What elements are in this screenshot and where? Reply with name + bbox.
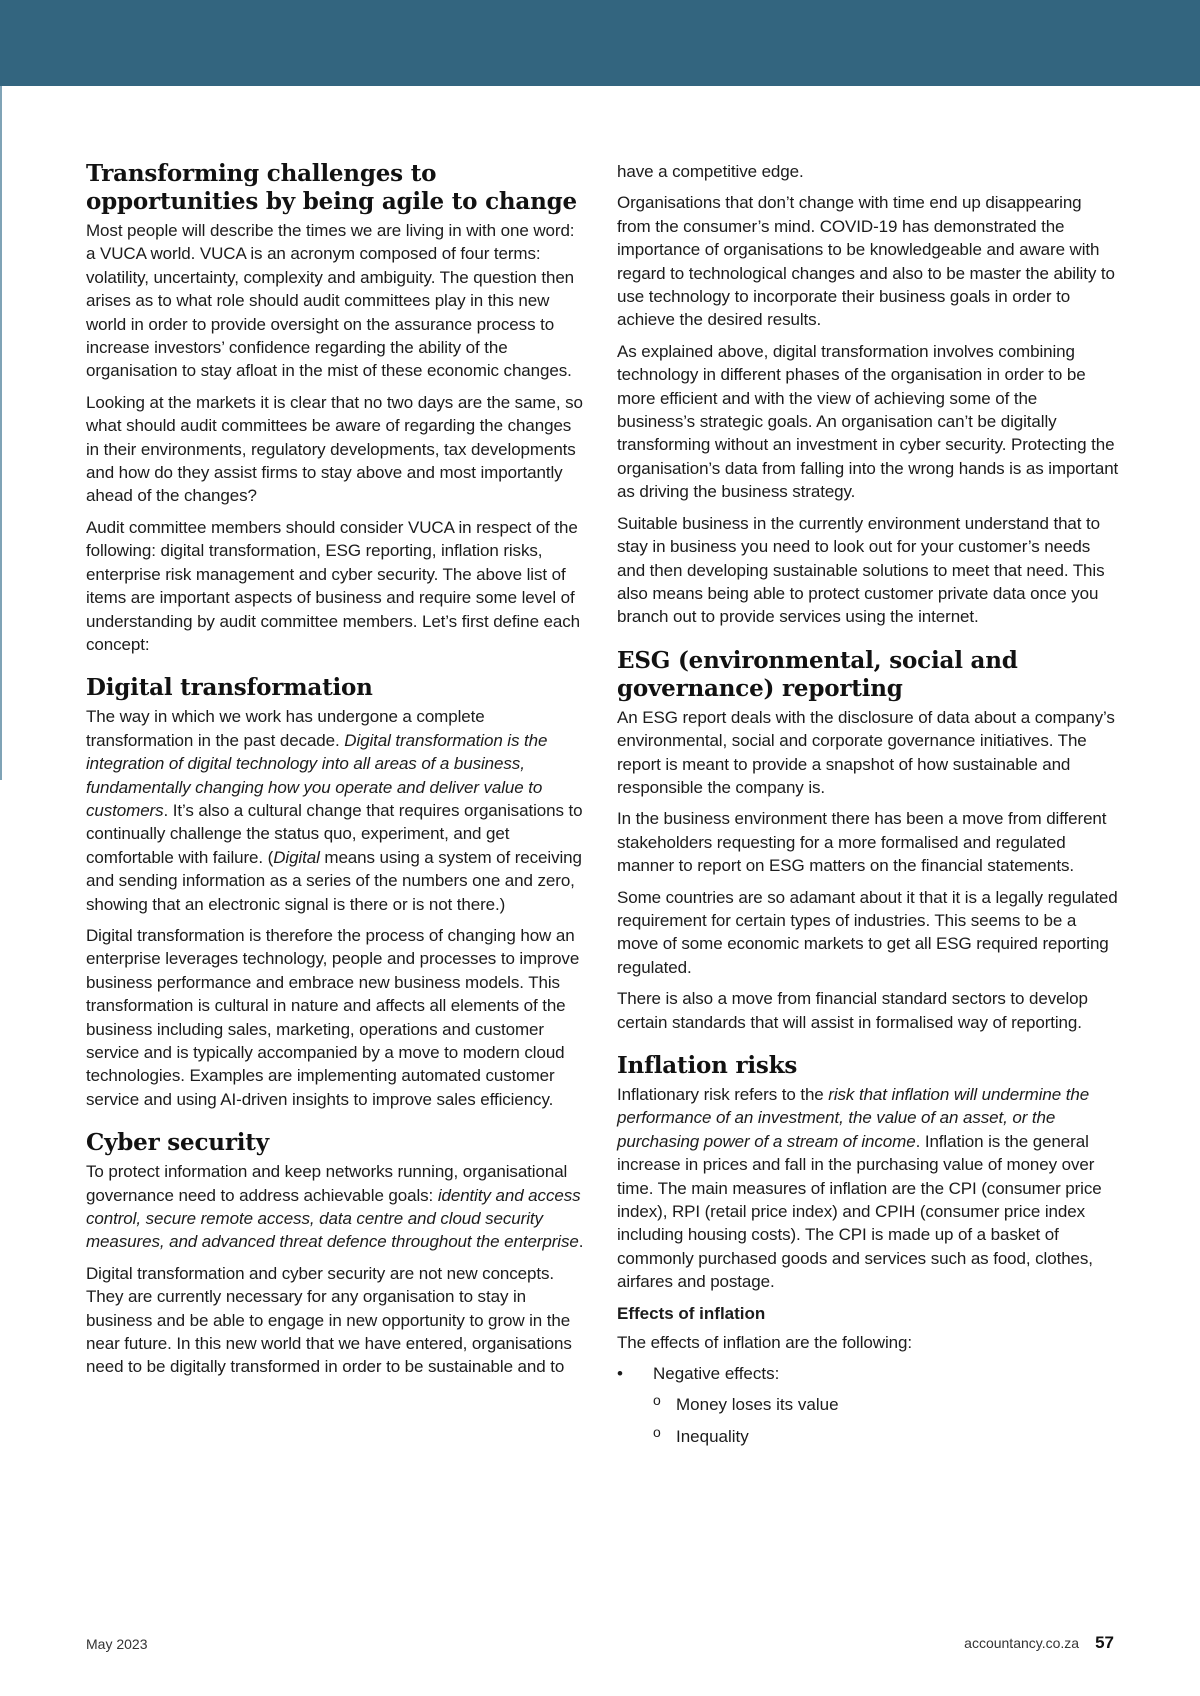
heading-digital-transformation: Digital transformation bbox=[86, 674, 373, 702]
footer-date: May 2023 bbox=[86, 1636, 148, 1652]
paragraph: The way in which we work has undergone a complete transformation in the past decade. Digital transformation is the integration of digital technology into all areas of a business, fundamentally changing how you operate and deliver value to customers. It’s also a cultural change that requires organisations to continually challenge the status quo, experiment, and get comfortable with failure. (Digital means using a system of receiving and sending information as a series of the numbers one and zero, showing that an electronic signal is there or is not there.) bbox=[86, 707, 583, 914]
paragraph: To protect information and keep networks running, organisational governance need to address achievable goals: identity and access control, secure remote access, data centre and cloud security measures, and advanced threat defence throughout the enterprise. bbox=[86, 1162, 584, 1252]
heading-inflation-risks: Inflation risks bbox=[617, 1052, 798, 1079]
page-number: 57 bbox=[1095, 1633, 1114, 1652]
paragraph: Organisations that don’t change with time end up disappearing from the consumer’s mind. COVID-19 has demonstrated the importance of organisations to be knowledgeable and aware with regard to technological changes and also to be master the ability to use technology to incorporate their business goals in order to achieve the desired results. bbox=[617, 193, 1115, 330]
bullet-icon: • bbox=[617, 1364, 623, 1384]
heading-transforming-challenges: Transforming challenges to opportunities by being agile to change bbox=[86, 160, 577, 215]
heading-cyber-security: Cyber security bbox=[86, 1129, 269, 1157]
left-column bbox=[86, 160, 586, 1387]
paragraph: have a competitive edge. bbox=[617, 162, 804, 181]
heading-esg-reporting: ESG (environmental, social and governance) reporting bbox=[617, 646, 1018, 702]
footer-right bbox=[964, 1633, 1114, 1653]
paragraph: Digital transformation and cyber security are not new concepts. They are currently necessary for any organisation to stay in business and be able to engage in new opportunity to grow in the near future. In this new world that we have entered, organisations need to be digitally transformed in order to be sustainable and to bbox=[86, 1263, 572, 1377]
paragraph: There is also a move from financial standard sectors to develop certain standards that will assist in formalised way of reporting. bbox=[617, 989, 1088, 1032]
right-column bbox=[617, 160, 1119, 1456]
subheading-effects-of-inflation: Effects of inflation bbox=[617, 1303, 766, 1323]
header-band bbox=[0, 0, 1200, 86]
paragraph: In the business environment there has been a move from different stakeholders requesting for a more formalised and regulated manner to report on ESG matters on the financial statements. bbox=[617, 809, 1107, 876]
effects-list bbox=[617, 1362, 1119, 1448]
circle-bullet-icon: o bbox=[653, 1392, 661, 1409]
paragraph: Looking at the markets it is clear that no two days are the same, so what should audit committees be aware of regarding the changes in their environments, regulatory developments, tax developments and how do they assist firms to stay above and most importantly ahead of the changes? bbox=[86, 392, 583, 506]
paragraph: Suitable business in the currently environment understand that to stay in business you need to look out for your customer’s needs and then developing sustainable solutions to meet that need. This also means being able to protect customer private data once you branch out to provide services using the internet. bbox=[617, 513, 1105, 627]
list-item: o Money loses its value bbox=[653, 1393, 1119, 1416]
paragraph: Digital transformation is therefore the process of changing how an enterprise leverages technology, people and processes to improve business performance and embrace new business models. This transformation is cultural in nature and affects all elements of the business including sales, marketing, operations and customer service and is typically accompanied by a move to modern cloud technologies. Examples are implementing automated customer service and using AI-driven insights to improve sales efficiency. bbox=[86, 925, 580, 1109]
list-item: o Inequality bbox=[653, 1425, 1119, 1448]
side-rule bbox=[0, 86, 2, 780]
paragraph: The effects of inflation are the following: bbox=[617, 1332, 912, 1352]
paragraph: As explained above, digital transformation involves combining technology in different phases of the organisation in order to be more efficient and with the view of achieving some of the business’s strategic goals. An organisation can’t be digitally transforming without an investment in cyber security. Protecting the organisation’s data from falling into the wrong hands is as important as driving the business strategy. bbox=[617, 341, 1119, 502]
list-item: • Negative effects: o Money loses its value o Inequality bbox=[617, 1362, 1119, 1448]
circle-bullet-icon: o bbox=[653, 1423, 661, 1440]
paragraph: Some countries are so adamant about it that it is a legally regulated requirement for certain types of industries. This seems to be a move of some economic markets to get all ESG required reporting regulated. bbox=[617, 887, 1118, 977]
paragraph: Audit committee members should consider VUCA in respect of the following: digital transformation, ESG reporting, inflation risks, enterprise risk management and cyber security. The above list of items are important aspects of business and require some level of understanding by audit committee members. Let’s first define each concept: bbox=[86, 517, 581, 654]
paragraph: Most people will describe the times we are living in with one word: a VUCA world. VUCA is an acronym composed of four terms: volatility, uncertainty, complexity and ambiguity. The question then arises as to what role should audit committees play in this new world in order to provide oversight on the assurance process to increase investors’ confidence regarding the ability of the organisation to stay afloat in the mist of these economic changes. bbox=[86, 221, 575, 381]
sub-list bbox=[653, 1393, 1119, 1448]
paragraph: Inflationary risk refers to the risk that inflation will undermine the performance of an investment, the value of an asset, or the purchasing power of a stream of income. Inflation is the general increase in prices and fall in the purchasing value of money over time. The main measures of inflation are the CPI (consumer price index), RPI (retail price index) and CPIH (consumer price index including housing costs). The CPI is made up of a basket of commonly purchased goods and services such as food, clothes, airfares and postage. bbox=[617, 1085, 1102, 1292]
paragraph: An ESG report deals with the disclosure of data about a company’s environmental, social and corporate governance initiatives. The report is meant to provide a snapshot of how sustainable and responsible the company is. bbox=[617, 707, 1115, 797]
footer-site: accountancy.co.za bbox=[964, 1635, 1080, 1651]
